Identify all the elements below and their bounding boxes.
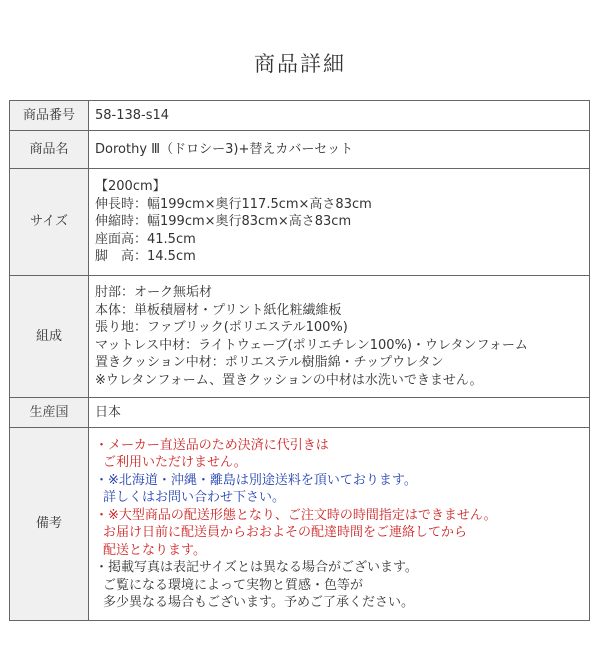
table-row <box>10 428 590 621</box>
size-line: 伸縮時：幅199cm×奥行83cm×高さ83cm <box>95 214 352 230</box>
notes-line: ご覧になる環境によって実物と質感・色等が <box>103 577 364 593</box>
composition-value <box>89 276 590 398</box>
origin-value: 日本 <box>89 398 590 428</box>
origin-label: 生産国 <box>10 398 89 428</box>
table-row <box>10 276 590 398</box>
composition-line: 肘部：オーク無垢材 <box>95 285 213 300</box>
composition-label: 組成 <box>10 276 89 398</box>
composition-line: 張り地：ファブリック(ポリエステル100%) <box>95 320 348 335</box>
size-value <box>89 169 590 276</box>
composition-line: 置きクッション中材：ポリエステル樹脂綿・チップウレタン <box>95 355 444 370</box>
size-line: 伸長時：幅199cm×奥行117.5cm×高さ83cm <box>95 196 372 212</box>
size-line: 脚 高：14.5cm <box>95 249 196 265</box>
product-number-label: 商品番号 <box>10 101 89 131</box>
notes-value <box>89 428 590 621</box>
notes-line: 詳しくはお問い合わせ下さい。 <box>103 490 286 505</box>
product-name-value: Dorothy Ⅲ（ドロシー3)+替えカバーセット <box>89 131 590 169</box>
table-row <box>10 131 590 169</box>
notes-line: ご利用いただけません。 <box>103 455 247 470</box>
table-row <box>10 398 590 428</box>
composition-line: マットレス中材：ライトウェーブ(ポリエチレン100%)・ウレタンフォーム <box>95 337 528 353</box>
product-detail-table <box>9 100 590 621</box>
size-line: 【200cm】 <box>95 179 166 195</box>
notes-label: 備考 <box>10 428 89 621</box>
product-number-value: 58-138-s14 <box>89 101 590 131</box>
product-name-label: 商品名 <box>10 131 89 169</box>
notes-line: 配送となります。 <box>103 542 206 558</box>
notes-line: お届け日前に配送員からおおよその配達時間をご連絡してから <box>103 525 468 540</box>
composition-line: 本体：単板積層材・プリント紙化粧繊維板 <box>95 302 342 318</box>
composition-line: ※ウレタンフォーム、置きクッションの中材は水洗いできません。 <box>95 372 483 388</box>
notes-line: ・メーカー直送品のため決済に代引きは <box>95 437 329 453</box>
size-label: サイズ <box>10 169 89 276</box>
notes-line: ・※北海道・沖縄・離島は別途送料を頂いております。 <box>95 472 417 488</box>
size-line: 座面高：41.5cm <box>95 231 196 247</box>
notes-line: 多少異なる場合もございます。予めご了承ください。 <box>103 595 414 610</box>
table-row <box>10 101 590 131</box>
notes-line: ・※大型商品の配送形態となり、ご注文時の時間指定はできません。 <box>95 507 497 523</box>
page-title: 商品詳細 <box>254 52 346 76</box>
notes-line: ・掲載写真は表記サイズとは異なる場合がございます。 <box>95 560 418 575</box>
table-row <box>10 169 590 276</box>
